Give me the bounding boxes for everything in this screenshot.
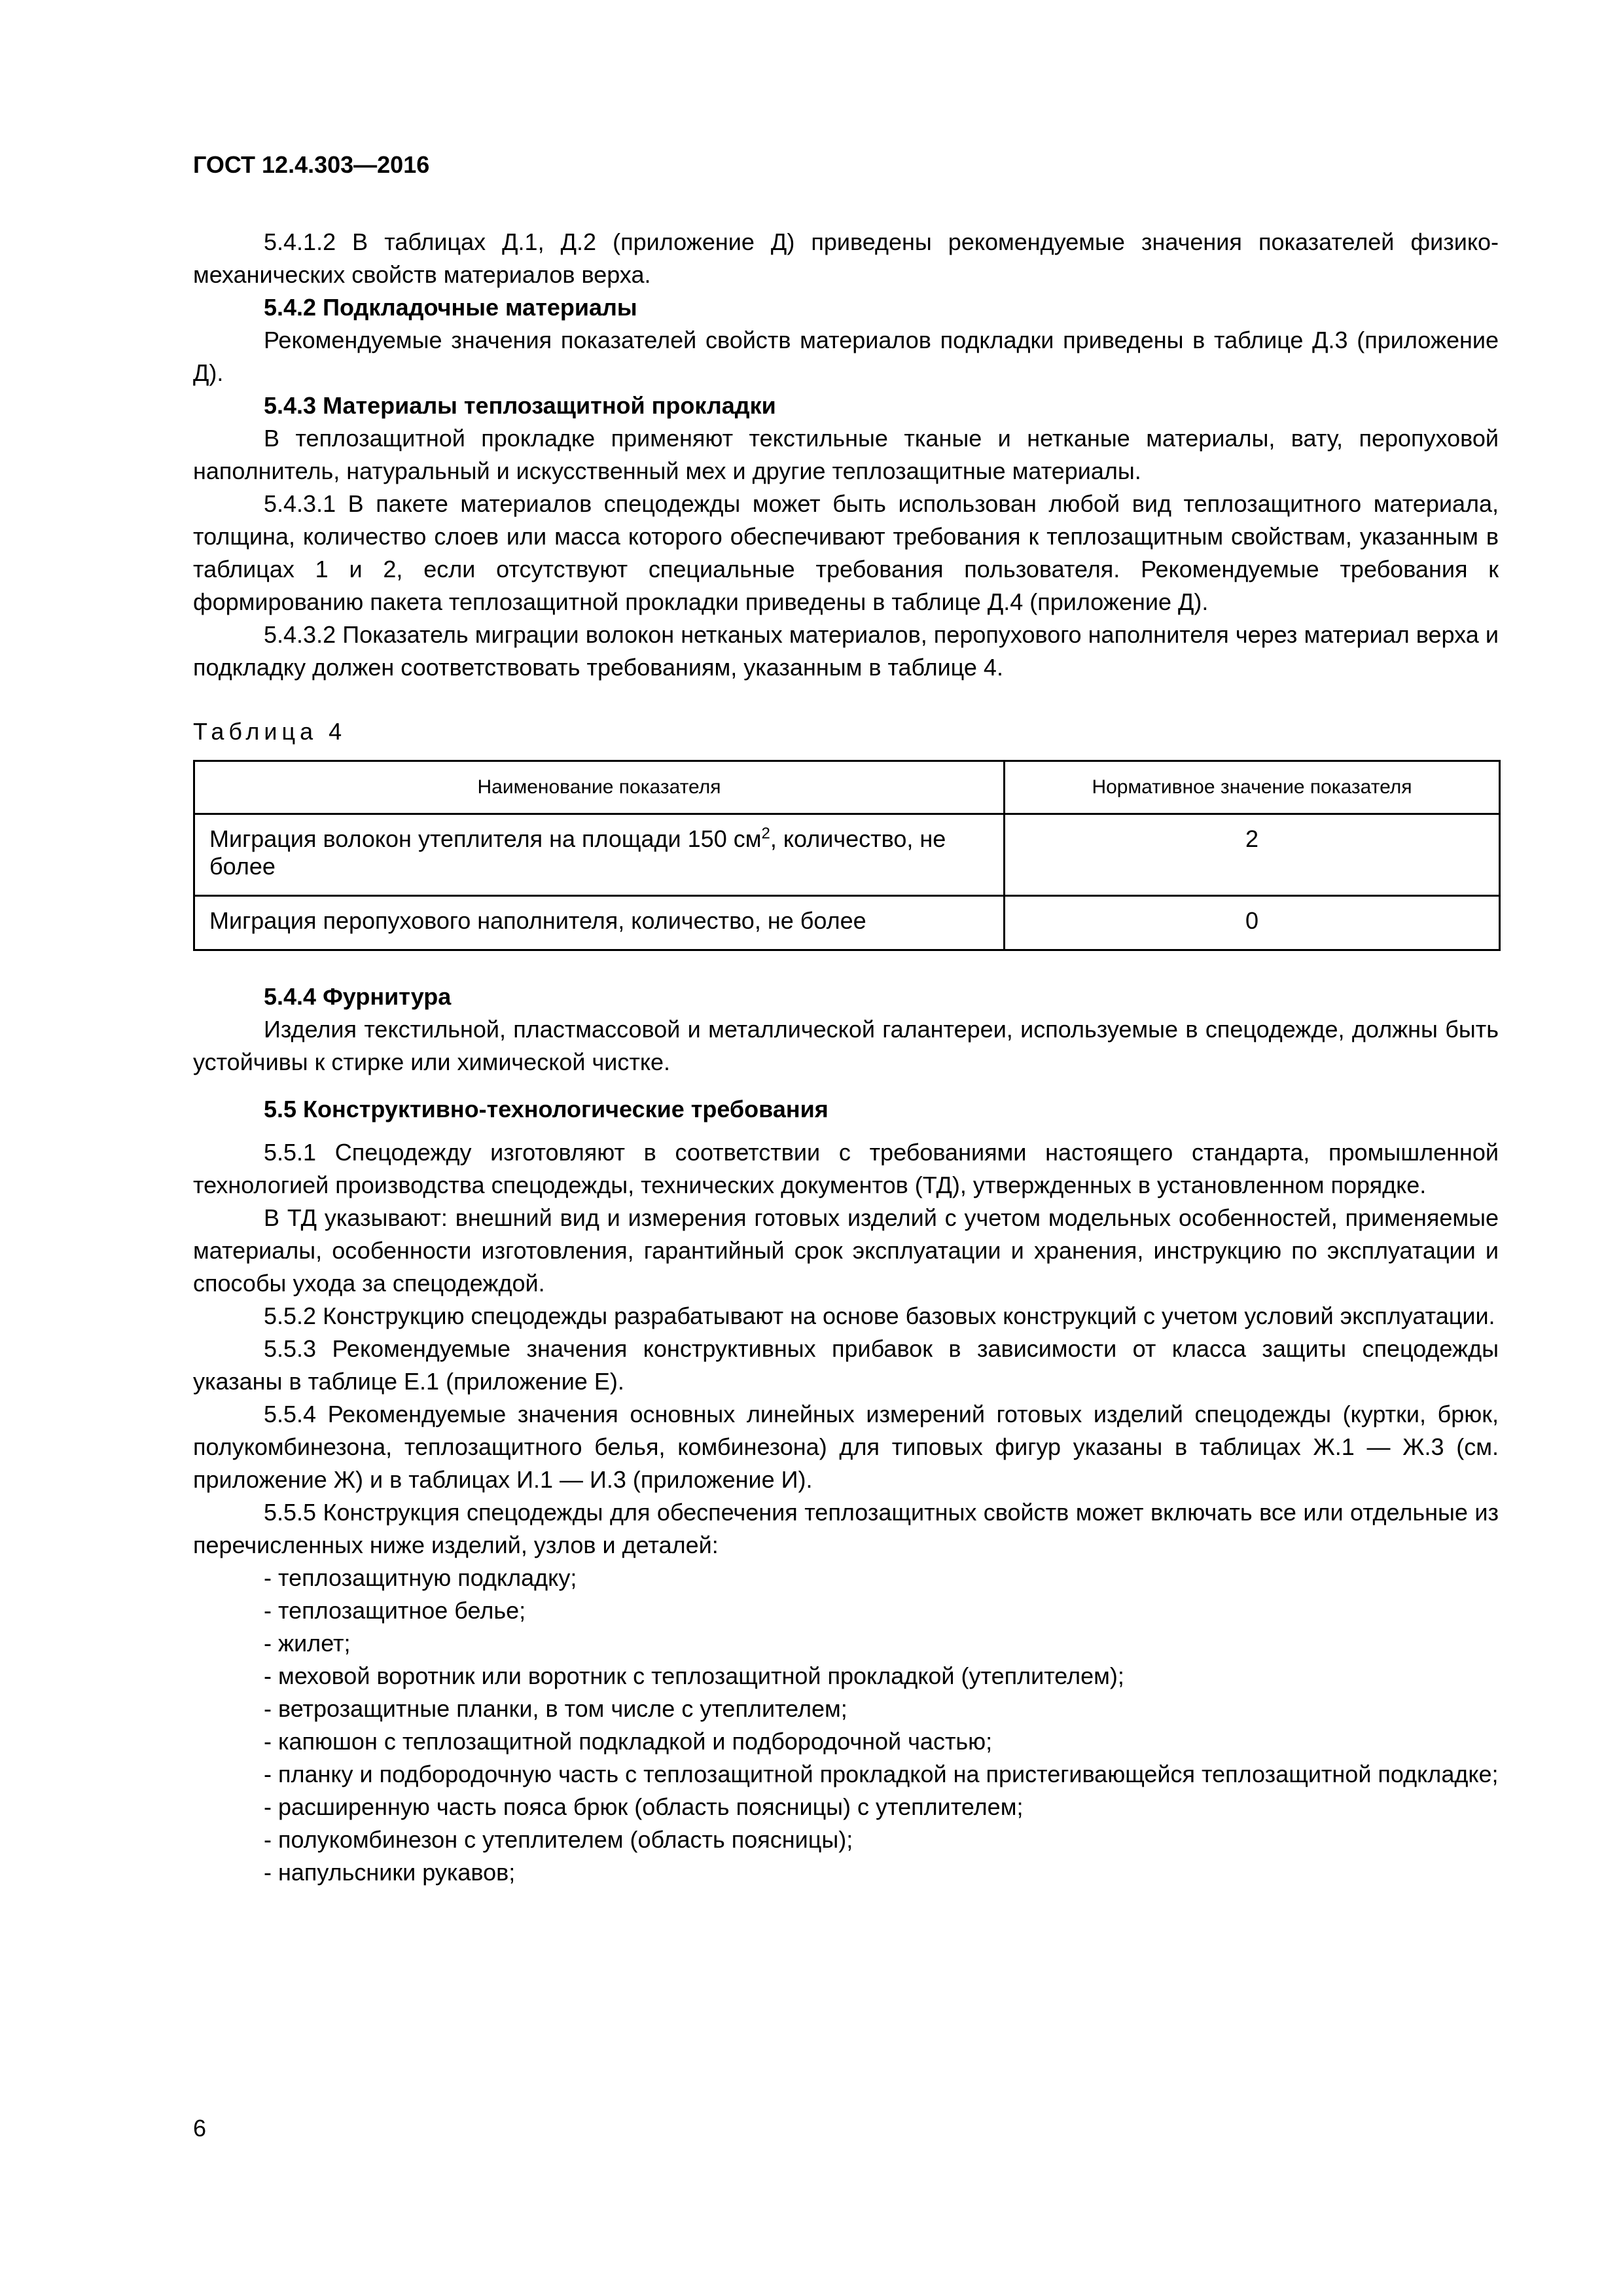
list-item: - ветрозащитные планки, в том числе с утеплителем; [264,1695,847,1722]
table-header-row [194,761,1500,814]
list-item: - напульсники рукавов; [264,1859,516,1886]
list-item: - расширенную часть пояса брюк (область поясницы) с утеплителем; [264,1793,1024,1820]
table-cell-name: Миграция перопухового наполнителя, количество, не более [194,896,1005,950]
document-body [193,226,1499,1889]
list-item: - теплозащитное белье; [264,1597,526,1624]
paragraph: Рекомендуемые значения показателей свойств материалов подкладки приведены в таблице Д.3 (приложение Д). [193,327,1499,386]
paragraph: 5.5.3 Рекомендуемые значения конструктивных прибавок в зависимости от класса защиты спецодежды указаны в таблице Е.1 (приложение Е). [193,1335,1499,1395]
list-item: - полукомбинезон с утеплителем (область поясницы); [264,1826,853,1853]
paragraph: 5.5.1 Спецодежду изготовляют в соответствии с требованиями настоящего стандарта, промышленной технологией производства спецодежды, технических документов (ТД), утвержденных в установленном порядке. [193,1139,1499,1198]
table-row [194,814,1500,896]
paragraph: 5.5.4 Рекомендуемые значения основных линейных измерений готовых изделий спецодежды (куртки, брюк, полукомбинезона, теплозащитного белья, комбинезона) для типовых фигур указаны в таблицах Ж.1 — Ж.3 (см. приложение Ж) и в таблицах И.1 — И.3 (приложение И). [193,1401,1499,1493]
table-caption: Таблица 4 [193,718,347,745]
section-heading: 5.5 Конструктивно-технологические требования [264,1096,829,1122]
paragraph: В теплозащитной прокладке применяют текстильные тканые и нетканые материалы, вату, перопуховой наполнитель, натуральный и искусственный мех и другие теплозащитные материалы. [193,425,1499,484]
superscript: 2 [761,825,770,842]
list-item: - капюшон с теплозащитной подкладкой и подбородочной частью; [264,1728,993,1755]
subsection-heading: 5.4.3 Материалы теплозащитной прокладки [264,392,776,419]
table-row [194,896,1500,950]
subsection-heading: 5.4.2 Подкладочные материалы [264,294,637,321]
subsection-heading: 5.4.4 Фурнитура [264,983,452,1010]
cell-text [209,825,946,880]
list-item: - планку и подбородочную часть с теплозащитной прокладкой на пристегивающейся теплозащитной подкладке; [264,1761,1499,1787]
cell-text-part: Миграция волокон утеплителя на площади 150 см [209,825,762,852]
paragraph: 5.5.2 Конструкцию спецодежды разрабатывают на основе базовых конструкций с учетом условий эксплуатации. [264,1302,1495,1329]
list-item: - меховой воротник или воротник с теплозащитной прокладкой (утеплителем); [264,1662,1124,1689]
page-header: ГОСТ 12.4.303—2016 [193,151,430,178]
table-cell-value: 2 [1005,814,1500,896]
column-header-name: Наименование показателя [194,761,1005,814]
table-cell-name [194,814,1005,896]
paragraph: 5.5.5 Конструкция спецодежды для обеспечения теплозащитных свойств может включать все или отдельные из перечисленных ниже изделий, узлов и деталей: [193,1499,1499,1558]
page-number: 6 [193,2115,207,2142]
paragraph: 5.4.3.2 Показатель миграции волокон нетканых материалов, перопухового наполнителя через материал верха и подкладку должен соответствовать требованиям, указанным в таблице 4. [193,621,1499,681]
paragraph: 5.4.1.2 В таблицах Д.1, Д.2 (приложение Д) приведены рекомендуемые значения показателей физико-механических свойств материалов верха. [193,228,1499,288]
column-header-value: Нормативное значение показателя [1005,761,1500,814]
paragraph: 5.4.3.1 В пакете материалов спецодежды может быть использован любой вид теплозащитного материала, толщина, количество слоев или масса которого обеспечивают требования к теплозащитным свойствам, указанным в таблицах 1 и 2, если отсутствуют специальные требования пользователя. Рекомендуемые требования к формированию пакета теплозащитной прокладки приведены в таблице Д.4 (приложение Д). [193,490,1499,615]
cell-text-part: , количество, не более [209,825,946,880]
list-item: - жилет; [264,1630,351,1657]
list-item: - теплозащитную подкладку; [264,1564,577,1591]
table-cell-value: 0 [1005,896,1500,950]
paragraph: В ТД указывают: внешний вид и измерения готовых изделий с учетом модельных особенностей, применяемые материалы, особенности изготовления, гарантийный срок эксплуатации и хранения, инструкцию по эксплуатации и способы ухода за спецодеждой. [193,1204,1499,1297]
paragraph: Изделия текстильной, пластмассовой и металлической галантереи, используемые в спецодежде, должны быть устойчивы к стирке или химической чистке. [193,1016,1499,1075]
table-4 [193,760,1501,951]
